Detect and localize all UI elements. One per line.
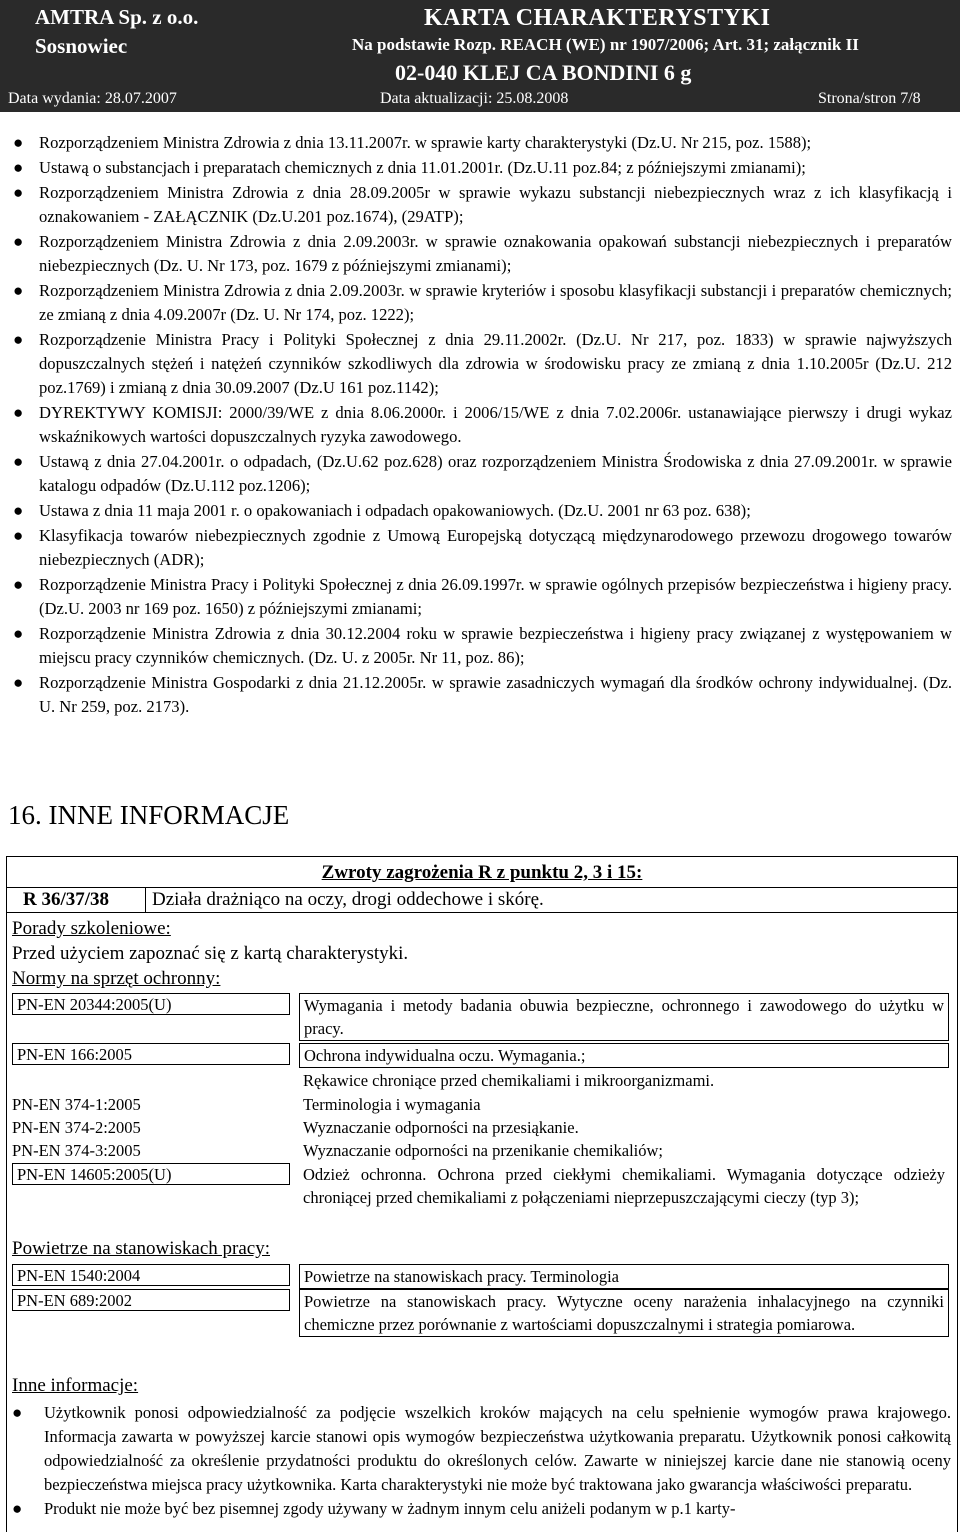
standard-code: PN-EN 20344:2005(U) — [12, 993, 290, 1015]
standard-description: Odzież ochronna. Ochrona przed ciekłymi chemikaliami. Wymagania dotyczące odzieży chroniącej przed chemikaliami z połączeniami nieprzepuszczającymi cieczy (typ 3); — [303, 1165, 945, 1207]
regulation-basis: Na podstawie Rozp. REACH (WE) nr 1907/2006; Art. 31; załącznik II — [352, 35, 859, 54]
standard-description: Powietrze na stanowiskach pracy. Terminologia — [299, 1264, 949, 1289]
standard-description: Wymagania i metody badania obuwia bezpieczne, ochronnego i zawodowego do użytku w pracy. — [299, 993, 949, 1041]
other-information-box — [6, 856, 958, 1532]
risk-phrases-title: Zwroty zagrożenia R z punktu 2, 3 i 15: — [321, 862, 643, 883]
list-item — [0, 401, 960, 449]
page-number: Strona/stron 7/8 — [818, 90, 921, 107]
info-text: Produkt nie może być bez pisemnej zgody używany w żadnym innym celu aniżeli podanym w p.1 karty- — [44, 1499, 736, 1518]
document-title: KARTA CHARAKTERYSTYKI — [424, 5, 771, 31]
bullet-icon: ● — [13, 158, 24, 177]
info-text: Użytkownik ponosi odpowiedzialność za podjęcie wszelkich kroków mających na celu spełnienie wymogów prawa krajowego. Informacja zawarta w powyższej karcie stanowi opis wymogów bezpieczeństwa użytkowania preparatu. Użytkownik ponosi całkowitą odpowiedzialność za określenie przydatności produktu do określonych celów. Zawarte w niniejszej karcie dane nie stanowią oceny bezpieczeństwa miejsca pracy użytkownika. Karta charakterystyki nie może być traktowana jako gwarancja właściwości preparatu. — [44, 1403, 951, 1494]
regulation-text: Ustawa z dnia 11 maja 2001 r. o opakowaniach i odpadach opakowaniowych. (Dz.U. 2001 nr 63 poz. 638); — [39, 501, 751, 520]
bullet-icon: ● — [12, 1499, 23, 1518]
standard-description: Ochrona indywidualna oczu. Wymagania.; — [299, 1043, 949, 1068]
standard-description: Terminologia i wymagania — [303, 1095, 481, 1114]
risk-phrase-row — [7, 887, 957, 913]
list-item — [0, 499, 960, 523]
ppe-heading: Normy na sprzęt ochronny: — [12, 968, 221, 989]
regulation-text: Rozporządzeniem Ministra Zdrowia z dnia 28.09.2005r w sprawie wykazu substancji niebezpiecznych wraz z ich klasyfikacją i oznakowaniem - ZAŁĄCZNIK (Dz.U.201 poz.1674), (29ATP); — [39, 183, 952, 226]
standard-code: PN-EN 166:2005 — [12, 1043, 290, 1065]
bullet-icon: ● — [13, 183, 24, 202]
bullet-icon: ● — [13, 232, 24, 251]
regulation-text: Ustawą o substancjach i preparatach chemicznych z dnia 11.01.2001r. (Dz.U.11 poz.84; z późniejszymi zmianami); — [39, 158, 806, 177]
list-item — [0, 279, 960, 327]
product-name: 02-040 KLEJ CA BONDINI 6 g — [395, 60, 692, 85]
gloves-intro: Rękawice chroniące przed chemikaliami i mikroorganizmami. — [303, 1071, 715, 1090]
list-item — [0, 573, 960, 621]
bullet-icon: ● — [13, 330, 24, 349]
issue-date: Data wydania: 28.07.2007 — [8, 90, 177, 107]
regulations-list — [0, 131, 960, 720]
bullet-icon: ● — [13, 624, 24, 643]
standard-description: Wyznaczanie odporności na przesiąkanie. — [303, 1118, 579, 1137]
air-heading: Powietrze na stanowiskach pracy: — [12, 1238, 270, 1259]
list-item — [0, 671, 960, 719]
standard-description: Powietrze na stanowiskach pracy. Wytyczne oceny narażenia inhalacyjnego na czynniki chemiczne przez porównanie z wartościami dopuszczalnymi i strategia pomiarowa. — [299, 1289, 949, 1337]
list-item — [0, 230, 960, 278]
risk-text: Działa drażniąco na oczy, drogi oddechowe i skórę. — [152, 889, 544, 910]
list-item — [0, 622, 960, 670]
list-item — [0, 181, 960, 229]
list-item — [0, 156, 960, 180]
regulation-text: Ustawą z dnia 27.04.2001r. o odpadach, (Dz.U.62 poz.628) oraz rozporządzeniem Ministra Środowiska z dnia 27.09.2001r. w sprawie katalogu odpadów (Dz.U.112 poz.1206); — [39, 452, 952, 495]
list-item — [7, 1497, 957, 1521]
list-item — [0, 450, 960, 498]
bullet-icon: ● — [13, 526, 24, 545]
bullet-icon: ● — [13, 575, 24, 594]
bullet-icon: ● — [13, 501, 24, 520]
standard-code: PN-EN 689:2002 — [12, 1289, 290, 1311]
bullet-icon: ● — [13, 133, 24, 152]
standard-code: PN-EN 1540:2004 — [12, 1264, 290, 1286]
other-info-list — [7, 1401, 957, 1521]
bullet-icon: ● — [12, 1403, 23, 1422]
regulation-text: Rozporządzeniem Ministra Zdrowia z dnia 2.09.2003r. w sprawie kryteriów i sposobu klasyfikacji substancji i preparatów chemicznych; ze zmianą z dnia 4.09.2007r (Dz. U. Nr 174, poz. 1222); — [39, 281, 952, 324]
risk-code: R 36/37/38 — [23, 889, 110, 910]
bullet-icon: ● — [13, 452, 24, 471]
list-item — [0, 131, 960, 155]
other-info-heading: Inne informacje: — [12, 1375, 139, 1396]
regulation-text: Rozporządzenie Ministra Zdrowia z dnia 30.12.2004 roku w sprawie bezpieczeństwa i higieny pracy związanej z występowaniem w miejscu pracy czynników chemicznych. (Dz. U. z 2005r. Nr 11, poz. 86); — [39, 624, 952, 667]
standard-code: PN-EN 374-2:2005 — [12, 1118, 141, 1137]
document-header — [0, 0, 960, 112]
update-date: Data aktualizacji: 25.08.2008 — [380, 90, 569, 107]
regulation-text: Klasyfikacja towarów niebezpiecznych zgodnie z Umową Europejską dotyczącą międzynarodowego przewozu drogowego towarów niebezpiecznych (ADR); — [39, 526, 952, 569]
regulation-text: Rozporządzeniem Ministra Zdrowia z dnia 2.09.2003r. w sprawie oznakowania opakowań substancji niebezpiecznych i preparatów niebezpiecznych (Dz. U. Nr 173, poz. 1679 z późniejszymi zmianami); — [39, 232, 952, 275]
training-heading: Porady szkoleniowe: — [12, 918, 171, 939]
standard-code: PN-EN 14605:2005(U) — [12, 1163, 290, 1185]
cell-divider — [145, 888, 146, 912]
standard-description: Wyznaczanie odporności na przenikanie chemikaliów; — [303, 1141, 664, 1160]
section-heading: 16. INNE INFORMACJE — [8, 800, 290, 830]
regulation-text: DYREKTYWY KOMISJI: 2000/39/WE z dnia 8.06.2000r. i 2006/15/WE z dnia 7.02.2006r. ustanawiające pierwszy i drugi wykaz wskaźnikowych wartości dopuszczalnych ryzyka zawodowego. — [39, 403, 952, 446]
regulation-text: Rozporządzenie Ministra Pracy i Polityki Społecznej z dnia 26.09.1997r. w sprawie ogólnych przepisów bezpieczeństwa i higieny pracy. (Dz.U. 2003 nr 169 poz. 1650) z późniejszymi zmianami; — [39, 575, 952, 618]
bullet-icon: ● — [13, 673, 24, 692]
list-item — [0, 524, 960, 572]
bullet-icon: ● — [13, 403, 24, 422]
regulation-text: Rozporządzenie Ministra Gospodarki z dnia 21.12.2005r. w sprawie zasadniczych wymagań dla środków ochrony indywidualnej. (Dz. U. Nr 259, poz. 2173). — [39, 673, 952, 716]
regulation-text: Rozporządzeniem Ministra Zdrowia z dnia 13.11.2007r. w sprawie karty charakterystyki (Dz.U. Nr 215, poz. 1588); — [39, 133, 812, 152]
standard-code: PN-EN 374-1:2005 — [12, 1095, 141, 1114]
list-item — [0, 328, 960, 400]
standard-code: PN-EN 374-3:2005 — [12, 1141, 141, 1160]
regulation-text: Rozporządzenie Ministra Pracy i Polityki Społecznej z dnia 29.11.2002r. (Dz.U. Nr 217, poz. 1833) w sprawie najwyższych dopuszczalnych stężeń i natężeń czynników szkodliwych dla zdrowia w środowisku pracy ze zmianą z dnia 1.10.2005r (Dz.U. 212 poz.1769) i zmianą z dnia 30.09.2007 (Dz.U 161 poz.1142); — [39, 330, 952, 397]
company-name: AMTRA Sp. z o.o. — [35, 5, 199, 29]
bullet-icon: ● — [13, 281, 24, 300]
company-city: Sosnowiec — [35, 34, 128, 58]
training-text: Przed użyciem zapoznać się z kartą charakterystyki. — [12, 943, 409, 964]
list-item — [7, 1401, 957, 1497]
